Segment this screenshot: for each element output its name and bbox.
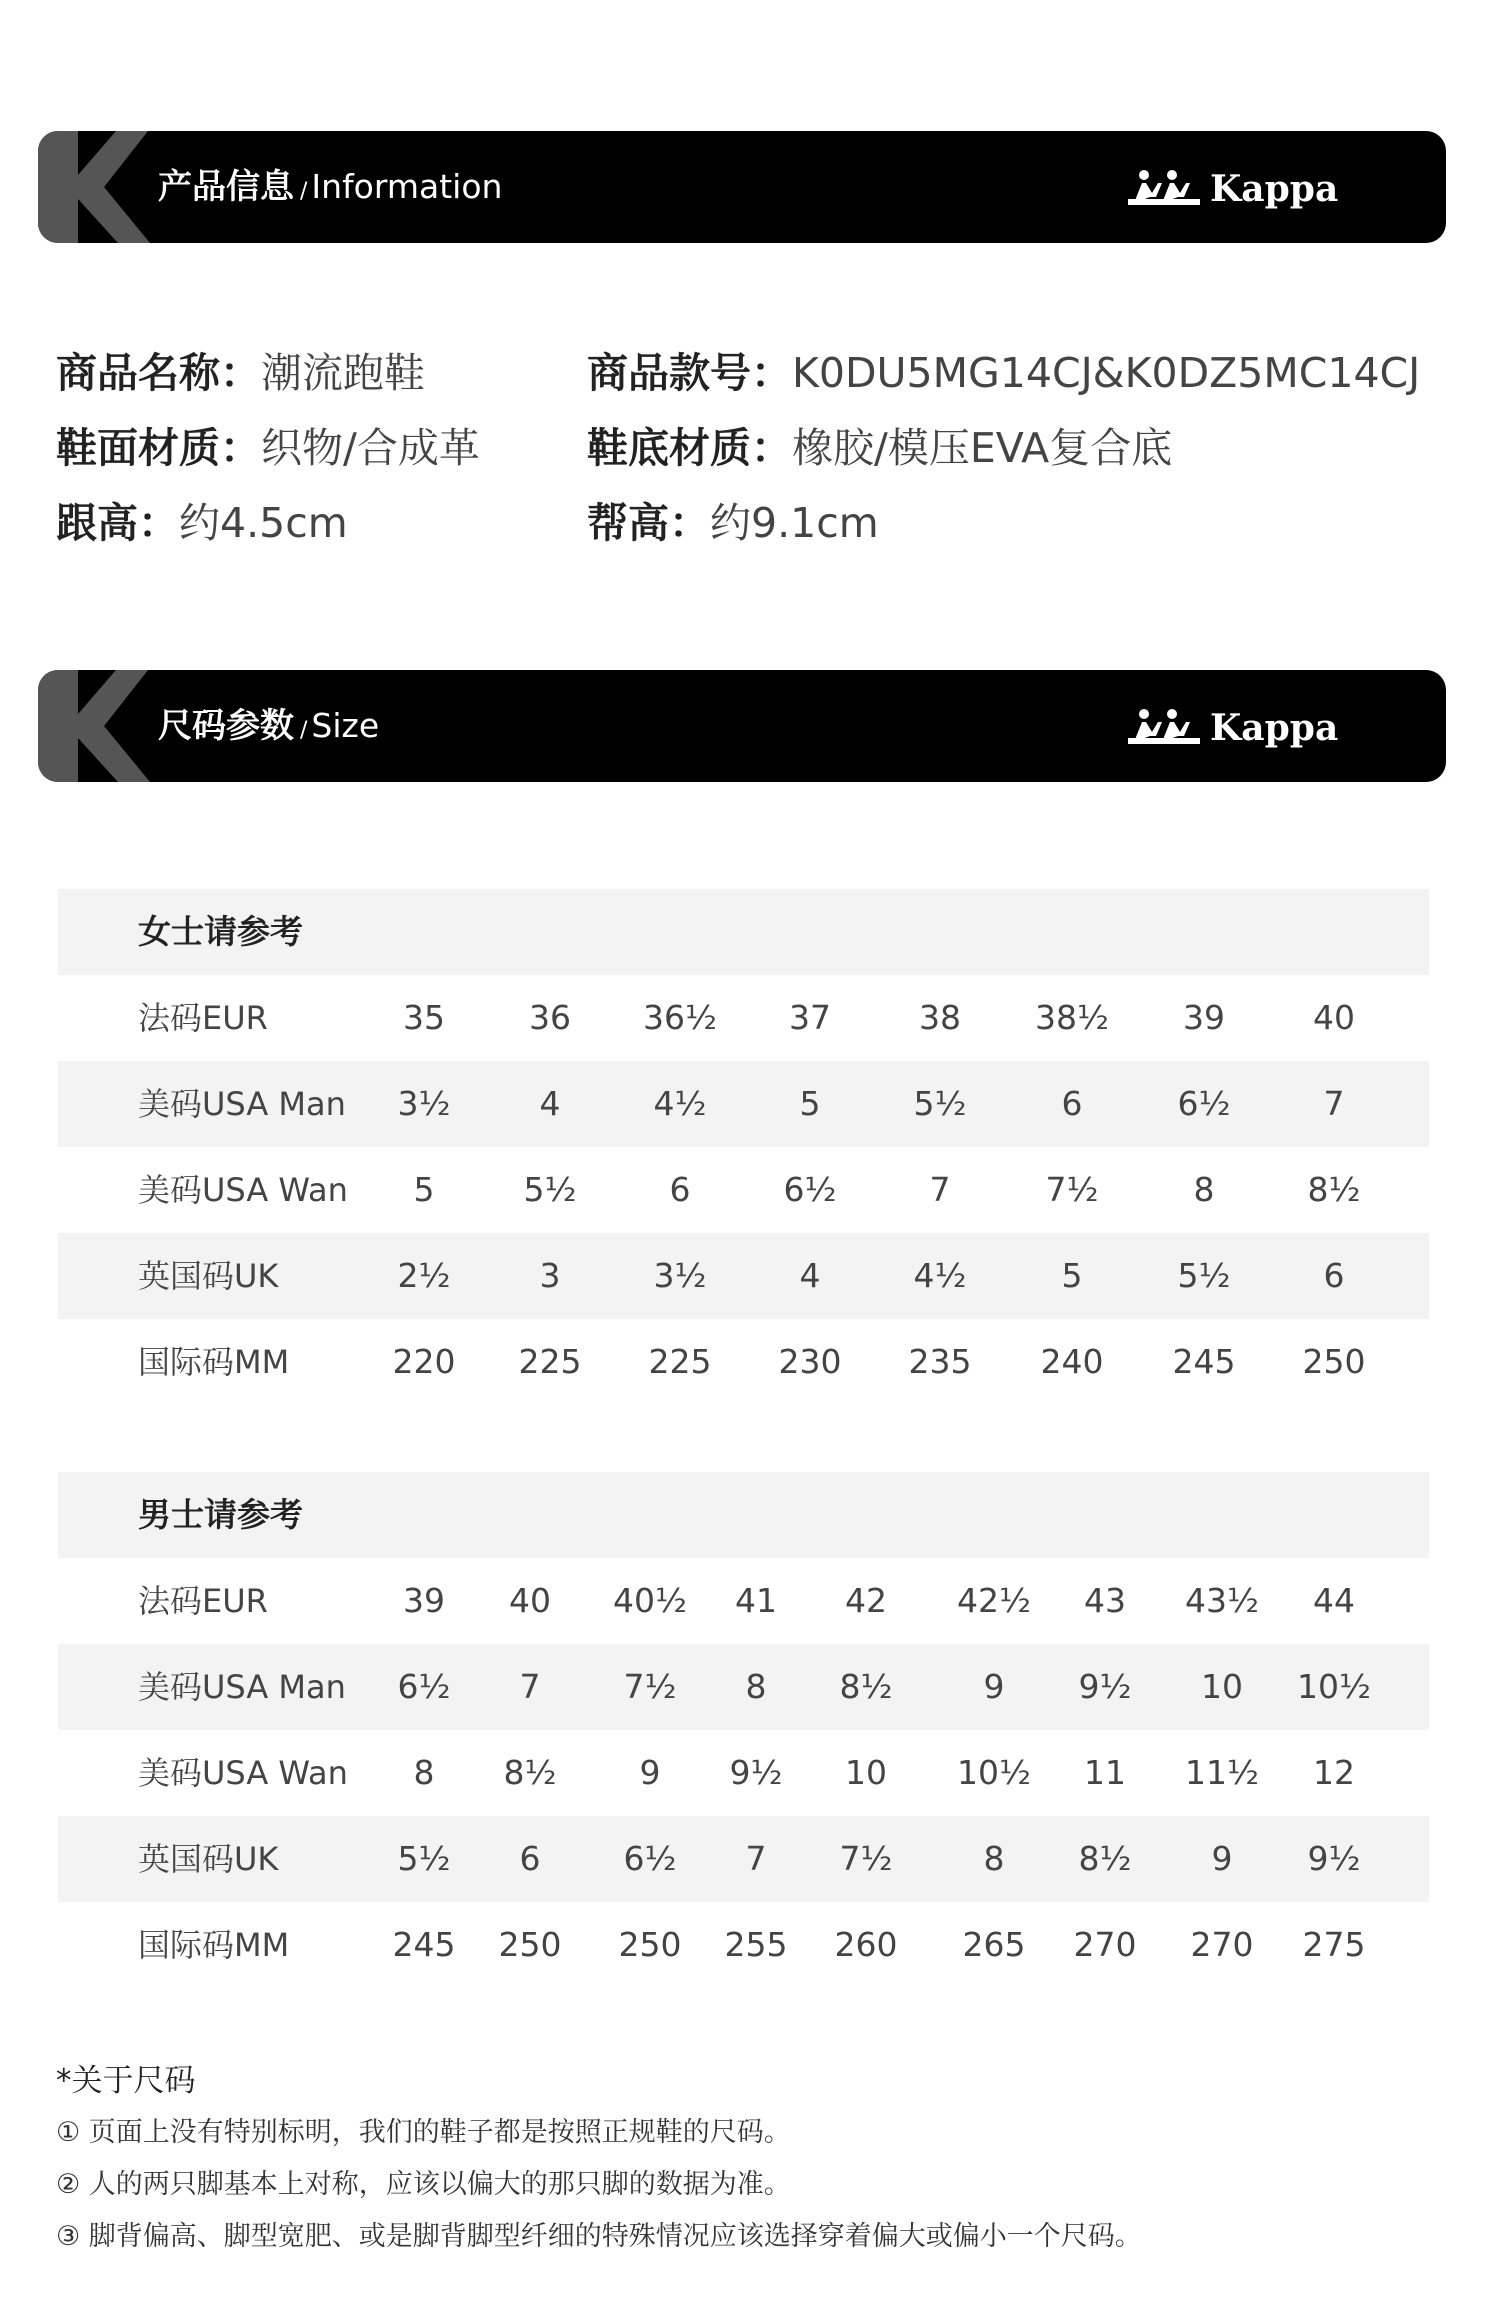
size-cell: 42 (845, 1581, 887, 1620)
size-cell: 270 (1190, 1925, 1254, 1964)
size-cell: 10½ (957, 1753, 1031, 1792)
size-cell: 9 (639, 1753, 661, 1792)
size-cell: 40 (509, 1581, 551, 1620)
kappa-logo-text: Kappa (1210, 168, 1339, 210)
size-cell: 39 (1183, 998, 1225, 1037)
table-row (58, 1730, 1429, 1816)
women-table-title: 女士请参考 (138, 912, 303, 951)
size-cell: 10 (1201, 1667, 1243, 1706)
size-cell: 40½ (613, 1581, 687, 1620)
row-label: 国际码MM (138, 1343, 290, 1381)
size-cell: 230 (778, 1342, 842, 1381)
size-cell: 8 (413, 1753, 435, 1792)
table-row (58, 1558, 1429, 1644)
size-cell: 3 (539, 1256, 561, 1295)
size-cell: 42½ (957, 1581, 1031, 1620)
table-row (58, 1816, 1429, 1902)
size-cell: 40 (1313, 998, 1355, 1037)
sole-material-label: 鞋底材质： (587, 424, 792, 472)
size-cell: 235 (908, 1342, 972, 1381)
info-title-en: Information (311, 167, 503, 206)
size-cell: 9½ (1307, 1839, 1361, 1878)
size-cell: 8½ (1078, 1839, 1132, 1878)
size-cell: 240 (1040, 1342, 1104, 1381)
row-label: 法码EUR (138, 1582, 268, 1620)
size-cell: 36 (529, 998, 571, 1037)
size-cell: 6 (1323, 1256, 1345, 1295)
men-table-title: 男士请参考 (138, 1495, 303, 1534)
heel-height-value: 约4.5cm (179, 499, 348, 547)
size-cell: 7 (929, 1170, 951, 1209)
size-cell: 255 (724, 1925, 788, 1964)
size-cell: 5 (1061, 1256, 1083, 1295)
size-cell: 3½ (653, 1256, 707, 1295)
product-sku-value: K0DU5MG14CJ&K0DZ5MC14CJ (792, 349, 1421, 397)
size-cell: 250 (498, 1925, 562, 1964)
kappa-logo (1128, 161, 1418, 217)
size-cell: 7 (1323, 1084, 1345, 1123)
size-cell: 225 (518, 1342, 582, 1381)
size-cell: 6½ (1177, 1084, 1231, 1123)
row-label: 法码EUR (138, 999, 268, 1037)
size-cell: 6 (519, 1839, 541, 1878)
size-cell: 10½ (1297, 1667, 1371, 1706)
shoe-height-label: 帮高： (587, 499, 710, 547)
info-title-sep: / (300, 179, 308, 204)
size-cell: 5½ (1177, 1256, 1231, 1295)
size-cell: 12 (1313, 1753, 1355, 1792)
sole-material-value: 橡胶/模压EVA复合底 (792, 424, 1173, 472)
upper-material-label: 鞋面材质： (56, 424, 261, 472)
size-cell: 260 (834, 1925, 898, 1964)
table-row (58, 1061, 1429, 1147)
row-label: 美码USA Wan (138, 1171, 348, 1209)
size-cell: 225 (648, 1342, 712, 1381)
size-cell: 7 (745, 1839, 767, 1878)
product-name-value: 潮流跑鞋 (261, 349, 425, 397)
size-cell: 36½ (643, 998, 717, 1037)
size-cell: 9½ (729, 1753, 783, 1792)
women-table-header (58, 889, 1429, 975)
size-cell: 5½ (913, 1084, 967, 1123)
size-cell: 11 (1084, 1753, 1126, 1792)
product-sku-label: 商品款号： (587, 349, 792, 397)
size-cell: 250 (1302, 1342, 1366, 1381)
kappa-logo-text: Kappa (1210, 707, 1339, 749)
size-cell: 5½ (523, 1170, 577, 1209)
size-note-3: ③ 脚背偏高、脚型宽肥、或是脚背脚型纤细的特殊情况应该选择穿着偏大或偏小一个尺码。 (56, 2221, 1142, 2252)
row-label: 英国码UK (138, 1840, 279, 1878)
size-cell: 220 (392, 1342, 456, 1381)
size-cell: 5½ (397, 1839, 451, 1878)
size-cell: 5 (799, 1084, 821, 1123)
size-cell: 7½ (1045, 1170, 1099, 1209)
table-row (58, 975, 1429, 1061)
table-row (58, 1147, 1429, 1233)
row-label: 英国码UK (138, 1257, 279, 1295)
size-title-sep: / (300, 718, 308, 743)
size-cell: 6 (1061, 1084, 1083, 1123)
size-cell: 7½ (839, 1839, 893, 1878)
row-label: 美码USA Man (138, 1668, 346, 1706)
table-row (58, 1644, 1429, 1730)
size-cell: 38½ (1035, 998, 1109, 1037)
size-title-en: Size (311, 706, 380, 745)
product-name-row (56, 340, 425, 399)
size-cell: 9½ (1078, 1667, 1132, 1706)
size-cell: 9 (983, 1667, 1005, 1706)
size-cell: 8½ (503, 1753, 557, 1792)
row-label: 美码USA Man (138, 1085, 346, 1123)
shoe-height-row (587, 490, 879, 549)
size-banner (38, 670, 1446, 782)
table-row (58, 1233, 1429, 1319)
size-cell: 8 (983, 1839, 1005, 1878)
heel-height-label: 跟高： (56, 499, 179, 547)
men-table-header (58, 1472, 1429, 1558)
heel-height-row (56, 490, 348, 549)
size-cell: 9 (1211, 1839, 1233, 1878)
size-cell: 275 (1302, 1925, 1366, 1964)
size-banner-title (158, 670, 379, 782)
sole-material-row (587, 415, 1172, 474)
size-cell: 6½ (623, 1839, 677, 1878)
upper-material-value: 织物/合成革 (261, 424, 480, 472)
row-label: 美码USA Wan (138, 1754, 348, 1792)
size-cell: 11½ (1185, 1753, 1259, 1792)
size-title-cn: 尺码参数 (158, 706, 294, 746)
size-cell: 5 (413, 1170, 435, 1209)
size-cell: 8 (1193, 1170, 1215, 1209)
size-cell: 44 (1313, 1581, 1355, 1620)
size-cell: 245 (392, 1925, 456, 1964)
size-cell: 38 (919, 998, 961, 1037)
size-cell: 6 (669, 1170, 691, 1209)
info-banner-title (158, 131, 502, 243)
size-cell: 3½ (397, 1084, 451, 1123)
table-row (58, 1319, 1429, 1405)
info-banner (38, 131, 1446, 243)
product-sku-row (587, 340, 1420, 399)
kappa-logo (1128, 700, 1418, 756)
size-note-2: ② 人的两只脚基本上对称，应该以偏大的那只脚的数据为准。 (56, 2169, 791, 2200)
size-cell: 8 (745, 1667, 767, 1706)
size-cell: 8½ (839, 1667, 893, 1706)
size-cell: 250 (618, 1925, 682, 1964)
size-cell: 270 (1073, 1925, 1137, 1964)
size-cell: 6½ (397, 1667, 451, 1706)
size-cell: 43½ (1185, 1581, 1259, 1620)
row-label: 国际码MM (138, 1926, 290, 1964)
size-notes-title: *关于尺码 (56, 2063, 196, 2099)
size-cell: 35 (403, 998, 445, 1037)
size-cell: 265 (962, 1925, 1026, 1964)
product-name-label: 商品名称： (56, 349, 261, 397)
kappa-omini-icon (1128, 161, 1418, 213)
size-cell: 7½ (623, 1667, 677, 1706)
size-cell: 4½ (653, 1084, 707, 1123)
upper-material-row (56, 415, 480, 474)
size-cell: 4½ (913, 1256, 967, 1295)
shoe-height-value: 约9.1cm (710, 499, 879, 547)
table-row (58, 1902, 1429, 1988)
size-cell: 245 (1172, 1342, 1236, 1381)
size-cell: 7 (519, 1667, 541, 1706)
size-cell: 2½ (397, 1256, 451, 1295)
info-title-cn: 产品信息 (158, 167, 294, 207)
size-cell: 41 (735, 1581, 777, 1620)
size-cell: 10 (845, 1753, 887, 1792)
size-note-1: ① 页面上没有特别标明，我们的鞋子都是按照正规鞋的尺码。 (56, 2117, 791, 2148)
size-cell: 4 (799, 1256, 821, 1295)
size-cell: 4 (539, 1084, 561, 1123)
size-cell: 37 (789, 998, 831, 1037)
size-cell: 43 (1084, 1581, 1126, 1620)
kappa-omini-icon (1128, 700, 1418, 752)
size-cell: 8½ (1307, 1170, 1361, 1209)
size-cell: 39 (403, 1581, 445, 1620)
size-cell: 6½ (783, 1170, 837, 1209)
